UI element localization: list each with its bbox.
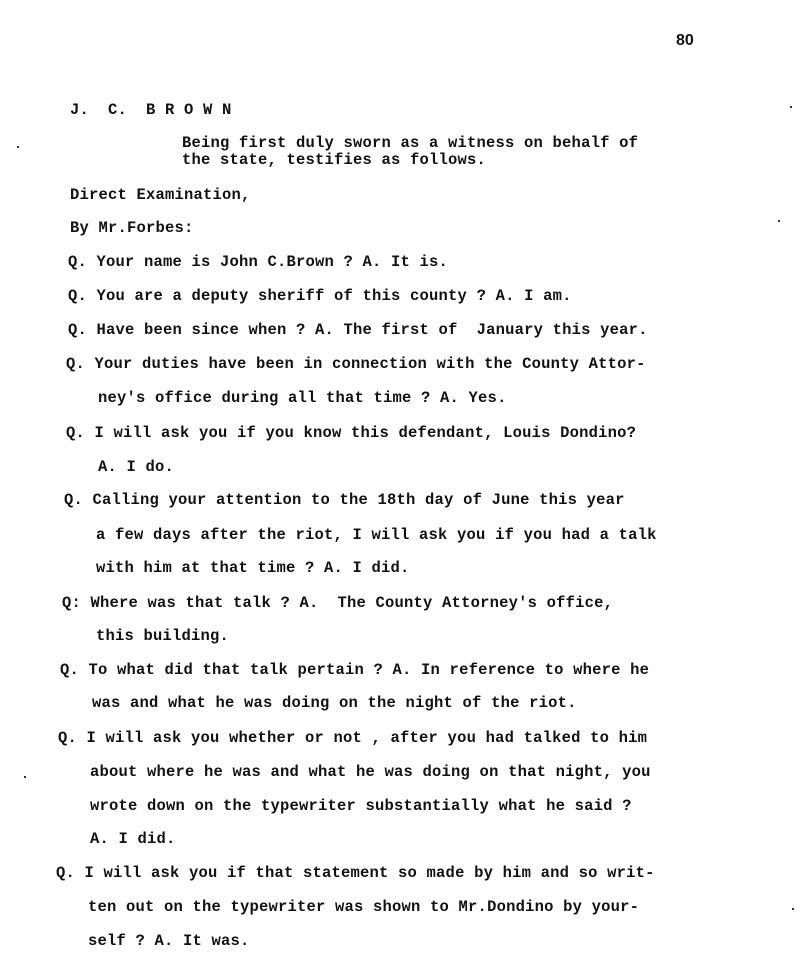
testimony-line: this building. [96, 627, 230, 645]
testimony-line: Q. I will ask you whether or not , after you had talked to him [58, 729, 648, 747]
intro-line-1: Being first duly sworn as a witness on behalf of [182, 134, 639, 152]
scan-speck [24, 776, 26, 778]
testimony-line: ney's office during all that time ? A. Yes. [98, 389, 507, 407]
testimony-line: self ? A. It was. [88, 932, 250, 950]
testimony-line: with him at that time ? A. I did. [96, 559, 410, 577]
testimony-line: Q. I will ask you if that statement so made by him and so writ- [56, 864, 655, 882]
testimony-line: A. I do. [98, 458, 175, 476]
testimony-line: Q. I will ask you if you know this defendant, Louis Dondino? [66, 424, 637, 442]
testimony-line: ten out on the typewriter was shown to Mr.Dondino by your- [88, 898, 640, 916]
testimony-line: was and what he was doing on the night of the riot. [92, 694, 577, 712]
examiner-label: By Mr.Forbes: [70, 219, 194, 237]
testimony-line: Q. To what did that talk pertain ? A. In reference to where he [60, 661, 650, 679]
scan-speck [778, 220, 780, 222]
testimony-line: wrote down on the typewriter substantially what he said ? [90, 797, 632, 815]
testimony-line: Q. Your name is John C.Brown ? A. It is. [68, 253, 449, 271]
testimony-line: Q. Calling your attention to the 18th day of June this year [64, 491, 625, 509]
section-heading: Direct Examination, [70, 186, 251, 204]
testimony-line: Q. You are a deputy sheriff of this county ? A. I am. [68, 287, 572, 305]
testimony-line: Q. Have been since when ? A. The first of January this year. [68, 321, 648, 339]
scan-speck [792, 908, 794, 910]
testimony-line: about where he was and what he was doing on that night, you [90, 763, 651, 781]
scan-speck [790, 106, 792, 108]
intro-line-2: the state, testifies as follows. [182, 151, 487, 169]
testimony-line: Q: Where was that talk ? A. The County Attorney's office, [62, 594, 614, 612]
testimony-line: Q. Your duties have been in connection with the County Attor- [66, 355, 646, 373]
page-number: 80 [676, 32, 694, 49]
testimony-line: a few days after the riot, I will ask you if you had a talk [96, 526, 657, 544]
witness-name: J. C. B R O W N [70, 101, 232, 119]
testimony-line: A. I did. [90, 830, 176, 848]
scan-speck [17, 146, 19, 148]
